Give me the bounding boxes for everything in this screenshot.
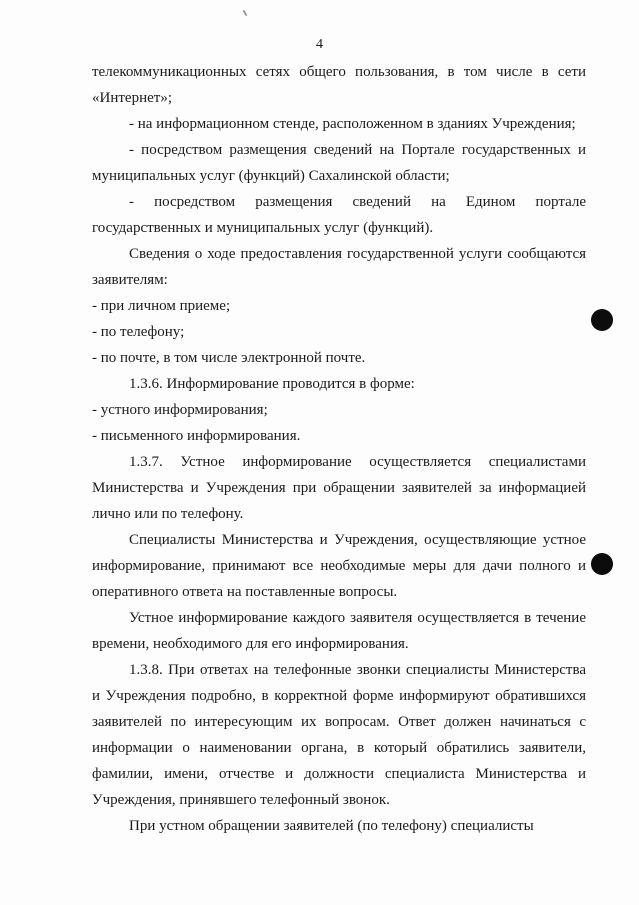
list-item-oral: - устного информирования;	[92, 402, 268, 418]
scan-speck	[243, 10, 248, 16]
paragraph-oral-request: При устном обращении заявителей (по телефону) специалисты	[129, 818, 534, 834]
paragraph-specialists: Специалисты Министерства и Учреждения, осуществляющие устное информирование, принимают все необходимые меры для дачи полного и оперативного ответа на поставленные вопросы.	[92, 532, 586, 600]
paragraph-federal-portal: - посредством размещения сведений на Едином портале государственных и муниципальных услуг (функций).	[92, 194, 586, 236]
list-item-personal: - при личном приеме;	[92, 298, 231, 314]
list-item-mail: - по почте, в том числе электронной почте.	[92, 350, 366, 366]
paragraph-progress-info: Сведения о ходе предоставления государственной услуги сообщаются заявителям:	[92, 246, 586, 288]
page-number: 4	[316, 37, 323, 52]
binder-hole-mark	[591, 553, 613, 575]
list-item-written: - письменного информирования.	[92, 428, 301, 444]
paragraph-info-stand: - на информационном стенде, расположенном в зданиях Учреждения;	[129, 116, 576, 132]
paragraph-regional-portal: - посредством размещения сведений на Портале государственных и муниципальных услуг (функций) Сахалинской области;	[92, 142, 586, 184]
binder-hole-mark	[591, 309, 613, 331]
document-body	[92, 59, 586, 839]
paragraph-internet: телекоммуникационных сетях общего пользования, в том числе в сети «Интернет»;	[92, 64, 586, 106]
section-1-3-6: 1.3.6. Информирование проводится в форме:	[129, 376, 415, 392]
section-1-3-7: 1.3.7. Устное информирование осуществляется специалистами Министерства и Учреждения при обращении заявителей за информацией лично или по телефону.	[92, 454, 586, 522]
section-1-3-8: 1.3.8. При ответах на телефонные звонки специалисты Министерства и Учреждения подробно, в корректной форме информируют обратившихся заявителей по интересующим их вопросам. Ответ должен начинаться с информации о наименовании органа, в который обратились заявители, фамилии, имени, отчестве и должности специалиста Министерства и Учреждения, принявшего телефонный звонок.	[92, 662, 586, 808]
list-item-phone: - по телефону;	[92, 324, 185, 340]
paragraph-oral-duration: Устное информирование каждого заявителя осуществляется в течение времени, необходимого для его информирования.	[92, 610, 586, 652]
